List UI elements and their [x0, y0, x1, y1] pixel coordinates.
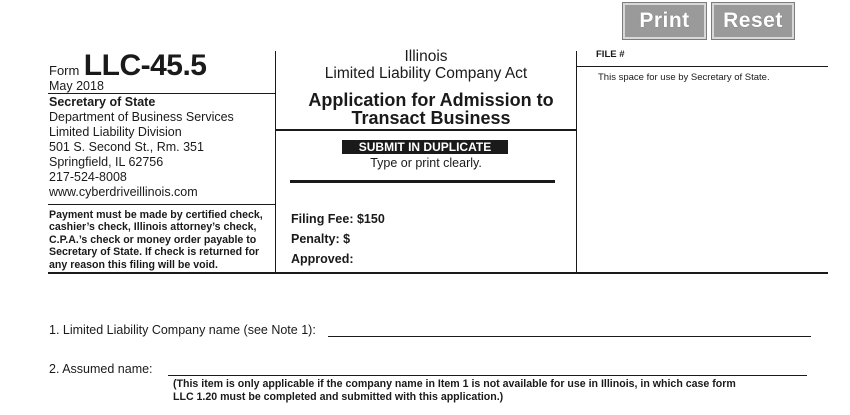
file-number-label: FILE # [596, 49, 625, 60]
divider [275, 129, 577, 131]
form-id [49, 49, 207, 83]
payment-line: C.P.A.’s check or money order payable to [49, 233, 257, 246]
application-title-line2: Transact Business [351, 108, 511, 128]
payment-line: Secretary of State. If check is returned for [49, 246, 260, 259]
application-title-line1: Application for Admission to [308, 90, 554, 110]
column-rule [576, 51, 577, 273]
form-number: LLC-45.5 [83, 49, 207, 82]
state-title: Illinois [404, 48, 448, 65]
office-line: 217-524-8008 [49, 170, 127, 184]
item2-note-line: LLC 1.20 must be completed and submitted with this application.) [173, 391, 504, 403]
payment-line: any reason this filing will be void. [49, 258, 218, 271]
divider [48, 93, 275, 94]
office-line: Springfield, IL 62756 [49, 155, 164, 169]
office-address [49, 95, 234, 200]
fee-block [291, 209, 385, 269]
reset-button[interactable]: Reset [712, 3, 794, 39]
payment-line: Payment must be made by certified check, [49, 209, 263, 221]
act-title: Limited Liability Company Act [324, 65, 528, 82]
header-bottom-rule [48, 272, 828, 274]
item2-note [173, 378, 736, 404]
payment-note [49, 209, 274, 271]
assumed-name-field[interactable] [168, 375, 807, 376]
instructions: Type or print clearly. [370, 156, 482, 170]
penalty: Penalty: $ [291, 232, 351, 246]
approved: Approved: [291, 252, 354, 266]
item1-label: 1. Limited Liability Company name (see Note 1): [49, 323, 316, 337]
submit-banner: SUBMIT IN DUPLICATE [342, 140, 508, 154]
office-line: Limited Liability Division [49, 125, 182, 139]
llc-name-field[interactable] [328, 336, 811, 337]
office-use-note: This space for use by Secretary of State. [598, 72, 770, 83]
office-title: Secretary of State [49, 95, 156, 109]
filing-fee: Filing Fee: $150 [291, 212, 385, 226]
form-prefix: Form [49, 63, 80, 78]
item2-label: 2. Assumed name: [49, 362, 153, 376]
office-line: www.cyberdriveillinois.com [49, 185, 198, 199]
form-date: May 2018 [49, 79, 104, 93]
divider [48, 204, 275, 205]
divider-thick [290, 180, 555, 183]
print-button[interactable]: Print [623, 3, 706, 39]
office-line: 501 S. Second St., Rm. 351 [49, 140, 204, 154]
divider [577, 66, 828, 67]
item2-note-line: (This item is only applicable if the company name in Item 1 is not available for use in Illinois, in which case form [173, 378, 736, 390]
office-line: Department of Business Services [49, 110, 234, 124]
payment-line: cashier’s check, Illinois attorney’s check, [49, 221, 257, 234]
